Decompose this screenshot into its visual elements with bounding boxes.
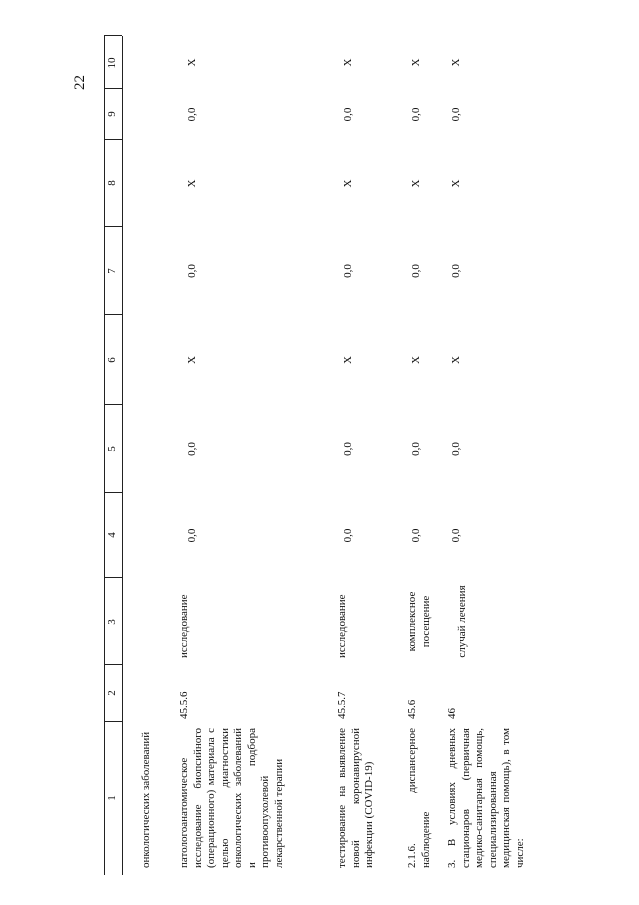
row-4-code: 46 <box>446 708 458 719</box>
row-1-col5: 0,0 <box>186 442 198 456</box>
row-4-col7: 0,0 <box>450 264 462 278</box>
row-4-unit: случай лечения <box>456 585 468 658</box>
table-right-border <box>104 35 122 36</box>
row-3-unit: комплексное посещение <box>406 591 432 652</box>
row-3-name: 2.1.6. диспансерное наблюдение <box>406 728 432 868</box>
row-2-unit: исследование <box>336 594 348 658</box>
page-number: 22 <box>72 75 88 90</box>
row-2-col7: 0,0 <box>342 264 354 278</box>
column-header-10: 10 <box>106 57 118 69</box>
row-4-col6: X <box>450 356 462 364</box>
column-header-9: 9 <box>106 111 118 117</box>
column-divider <box>104 721 122 722</box>
row-2-col6: X <box>342 356 354 364</box>
row-1-col8: X <box>186 179 198 188</box>
header-row-separator <box>122 36 123 875</box>
row-4-col8: X <box>450 179 462 188</box>
column-divider <box>104 492 122 493</box>
row-3-col7: 0,0 <box>410 264 422 278</box>
column-header-7: 7 <box>106 268 118 274</box>
row-1-unit: исследование <box>178 594 190 658</box>
row-4-col9: 0,0 <box>450 107 462 122</box>
row-4-name: 3. В условиях дневных стационаров (первичная медико-санитарная помощь, специализированная медицинская помощь), в том числе: <box>446 728 526 868</box>
column-divider <box>104 88 122 89</box>
column-header-4: 4 <box>106 532 118 538</box>
row-2-code: 45.5.7 <box>336 691 348 719</box>
row-1-col7: 0,0 <box>186 264 198 278</box>
column-header-5: 5 <box>106 446 118 452</box>
row-4-col5: 0,0 <box>450 442 462 456</box>
column-divider <box>104 139 122 140</box>
column-divider <box>104 577 122 578</box>
row-3-col5: 0,0 <box>410 442 422 456</box>
row-1-name: патологоанатомическое исследование биопсийного (операционного) материала с целью диагностики онкологических заболеваний и подбора противоопухолевой лекарственной терапии <box>178 728 285 868</box>
column-divider <box>104 404 122 405</box>
column-divider <box>104 664 122 665</box>
row-0-name: онкологических заболеваний <box>140 731 152 868</box>
row-2-col9: 0,0 <box>342 107 354 122</box>
row-1-col10: X <box>186 58 198 67</box>
row-1-col4: 0,0 <box>186 528 198 543</box>
row-3-col9: 0,0 <box>410 107 422 122</box>
row-3-col8: X <box>410 179 422 188</box>
table-top-border <box>104 36 105 875</box>
row-1-col9: 0,0 <box>186 107 198 122</box>
row-3-col10: X <box>410 58 422 67</box>
column-header-8: 8 <box>106 180 118 186</box>
row-1-code: 45.5.6 <box>178 691 190 719</box>
row-4-col10: X <box>450 58 462 67</box>
row-1-col6: X <box>186 356 198 364</box>
column-header-6: 6 <box>106 357 118 363</box>
column-divider <box>104 226 122 227</box>
row-3-col6: X <box>410 356 422 364</box>
column-divider <box>104 314 122 315</box>
row-2-col8: X <box>342 179 354 188</box>
row-3-col4: 0,0 <box>410 528 422 543</box>
column-header-2: 2 <box>106 690 118 696</box>
row-2-col10: X <box>342 58 354 67</box>
column-header-3: 3 <box>106 619 118 625</box>
row-2-col4: 0,0 <box>342 528 354 543</box>
row-2-col5: 0,0 <box>342 442 354 456</box>
row-3-code: 45.6 <box>406 699 418 719</box>
row-2-name: тестирование на выявление новой коронавирусной инфекции (COVID-19) <box>336 728 375 868</box>
row-4-col4: 0,0 <box>450 528 462 543</box>
column-header-1: 1 <box>106 795 118 801</box>
